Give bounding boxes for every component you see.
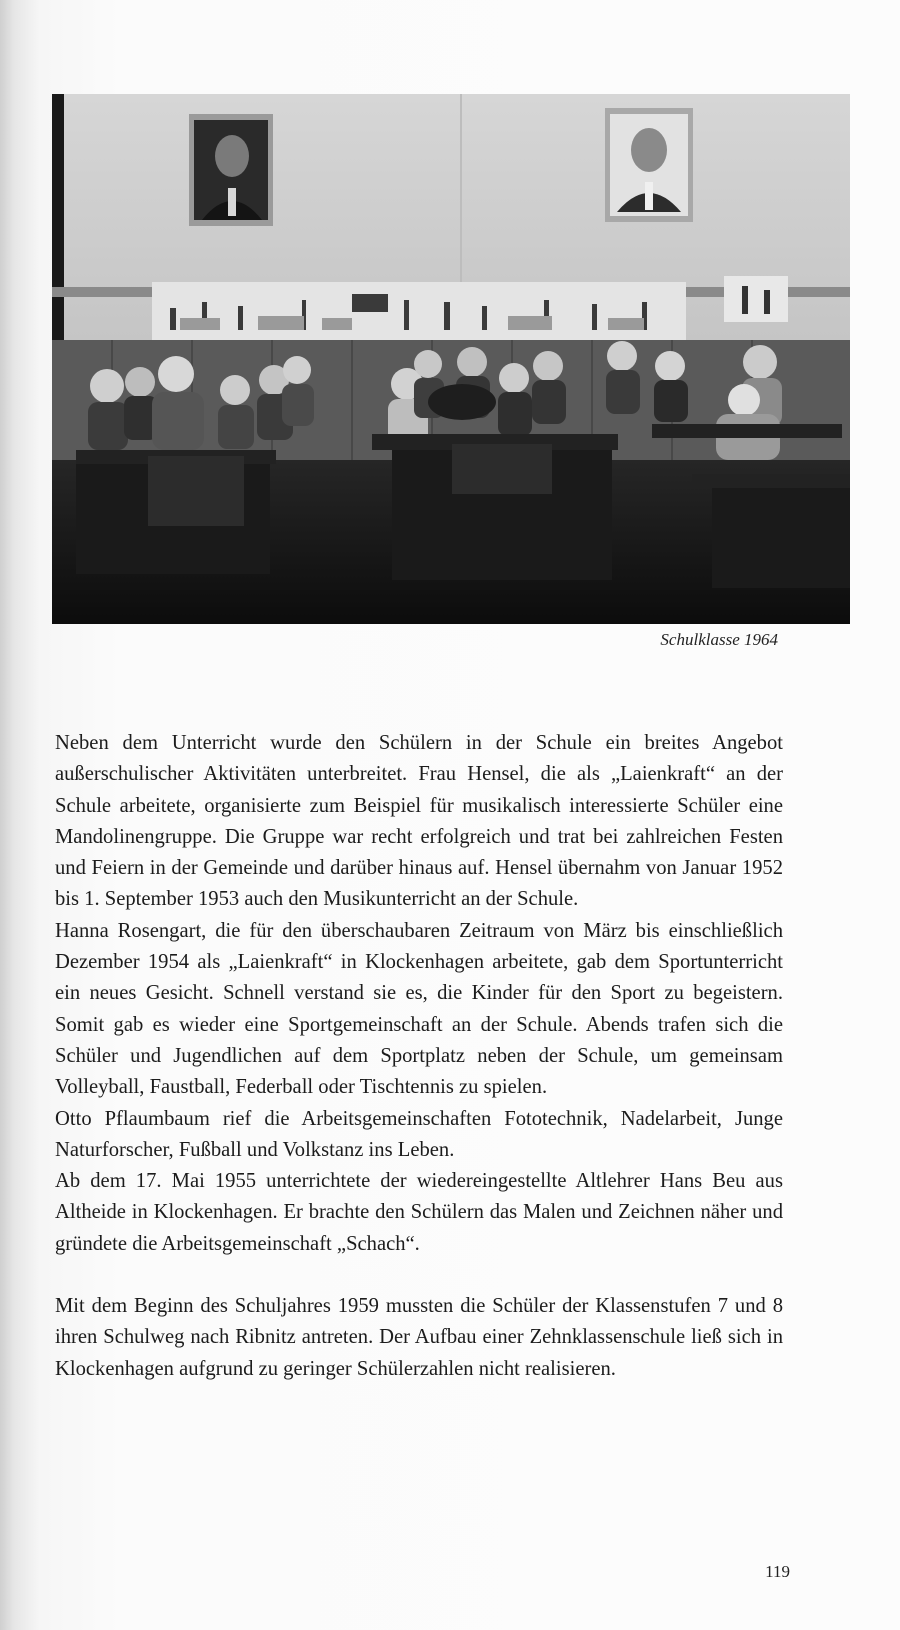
black-and-white-classroom-photo-icon bbox=[52, 94, 850, 624]
paragraph: Ab dem 17. Mai 1955 unterrichtete der wiedereingestellte Altlehrer Hans Beu aus Altheide in Klockenhagen. Er brachte den Schülern das Malen und Zeichnen näher und gründete die Arbeitsgemeinschaft „Schach“. bbox=[55, 1170, 783, 1255]
figure-caption: Schulklasse 1964 bbox=[660, 630, 778, 649]
page-number: 119 bbox=[765, 1562, 790, 1581]
body-text bbox=[55, 728, 783, 1385]
classroom-photo bbox=[52, 94, 850, 624]
paragraph: Mit dem Beginn des Schuljahres 1959 mussten die Schüler der Klassenstufen 7 und 8 ihren Schulweg nach Ribnitz antreten. Der Aufbau einer Zehnklassenschule ließ sich in Klockenhagen aufgrund zu geringer Schülerzahlen nicht realisieren. bbox=[55, 1295, 783, 1380]
paragraph: Neben dem Unterricht wurde den Schülern in der Schule ein breites Angebot außerschulischer Aktivitäten unterbreitet. Frau Hensel, die als „Laienkraft“ an der Schule arbeitete, organisierte zum Beispiel für musikalisch interessierte Schüler eine Mandolinengruppe. Die Gruppe war recht erfolgreich und trat bei zahlreichen Festen und Feiern in der Gemeinde und darüber hinaus auf. Hensel übernahm von Januar 1952 bis 1. September 1953 auch den Musikunterricht an der Schule. bbox=[55, 732, 783, 911]
paragraph: Otto Pflaumbaum rief die Arbeitsgemeinschaften Fototechnik, Nadelarbeit, Junge Naturforscher, Fußball und Volkstanz ins Leben. bbox=[55, 1107, 783, 1161]
paragraph: Hanna Rosengart, die für den überschaubaren Zeitraum von März bis einschließlich Dezember 1954 als „Laienkraft“ in Klockenhagen arbeitete, gab dem Sportunterricht ein neues Gesicht. Schnell verstand sie es, die Kinder für den Sport zu begeistern. Somit gab es wieder eine Sportgemeinschaft an der Schule. Abends trafen sich die Schüler und Jugendlichen auf dem Sportplatz neben der Schule, um gemeinsam Volleyball, Faustball, Federball oder Tischtennis zu spielen. bbox=[55, 919, 783, 1099]
